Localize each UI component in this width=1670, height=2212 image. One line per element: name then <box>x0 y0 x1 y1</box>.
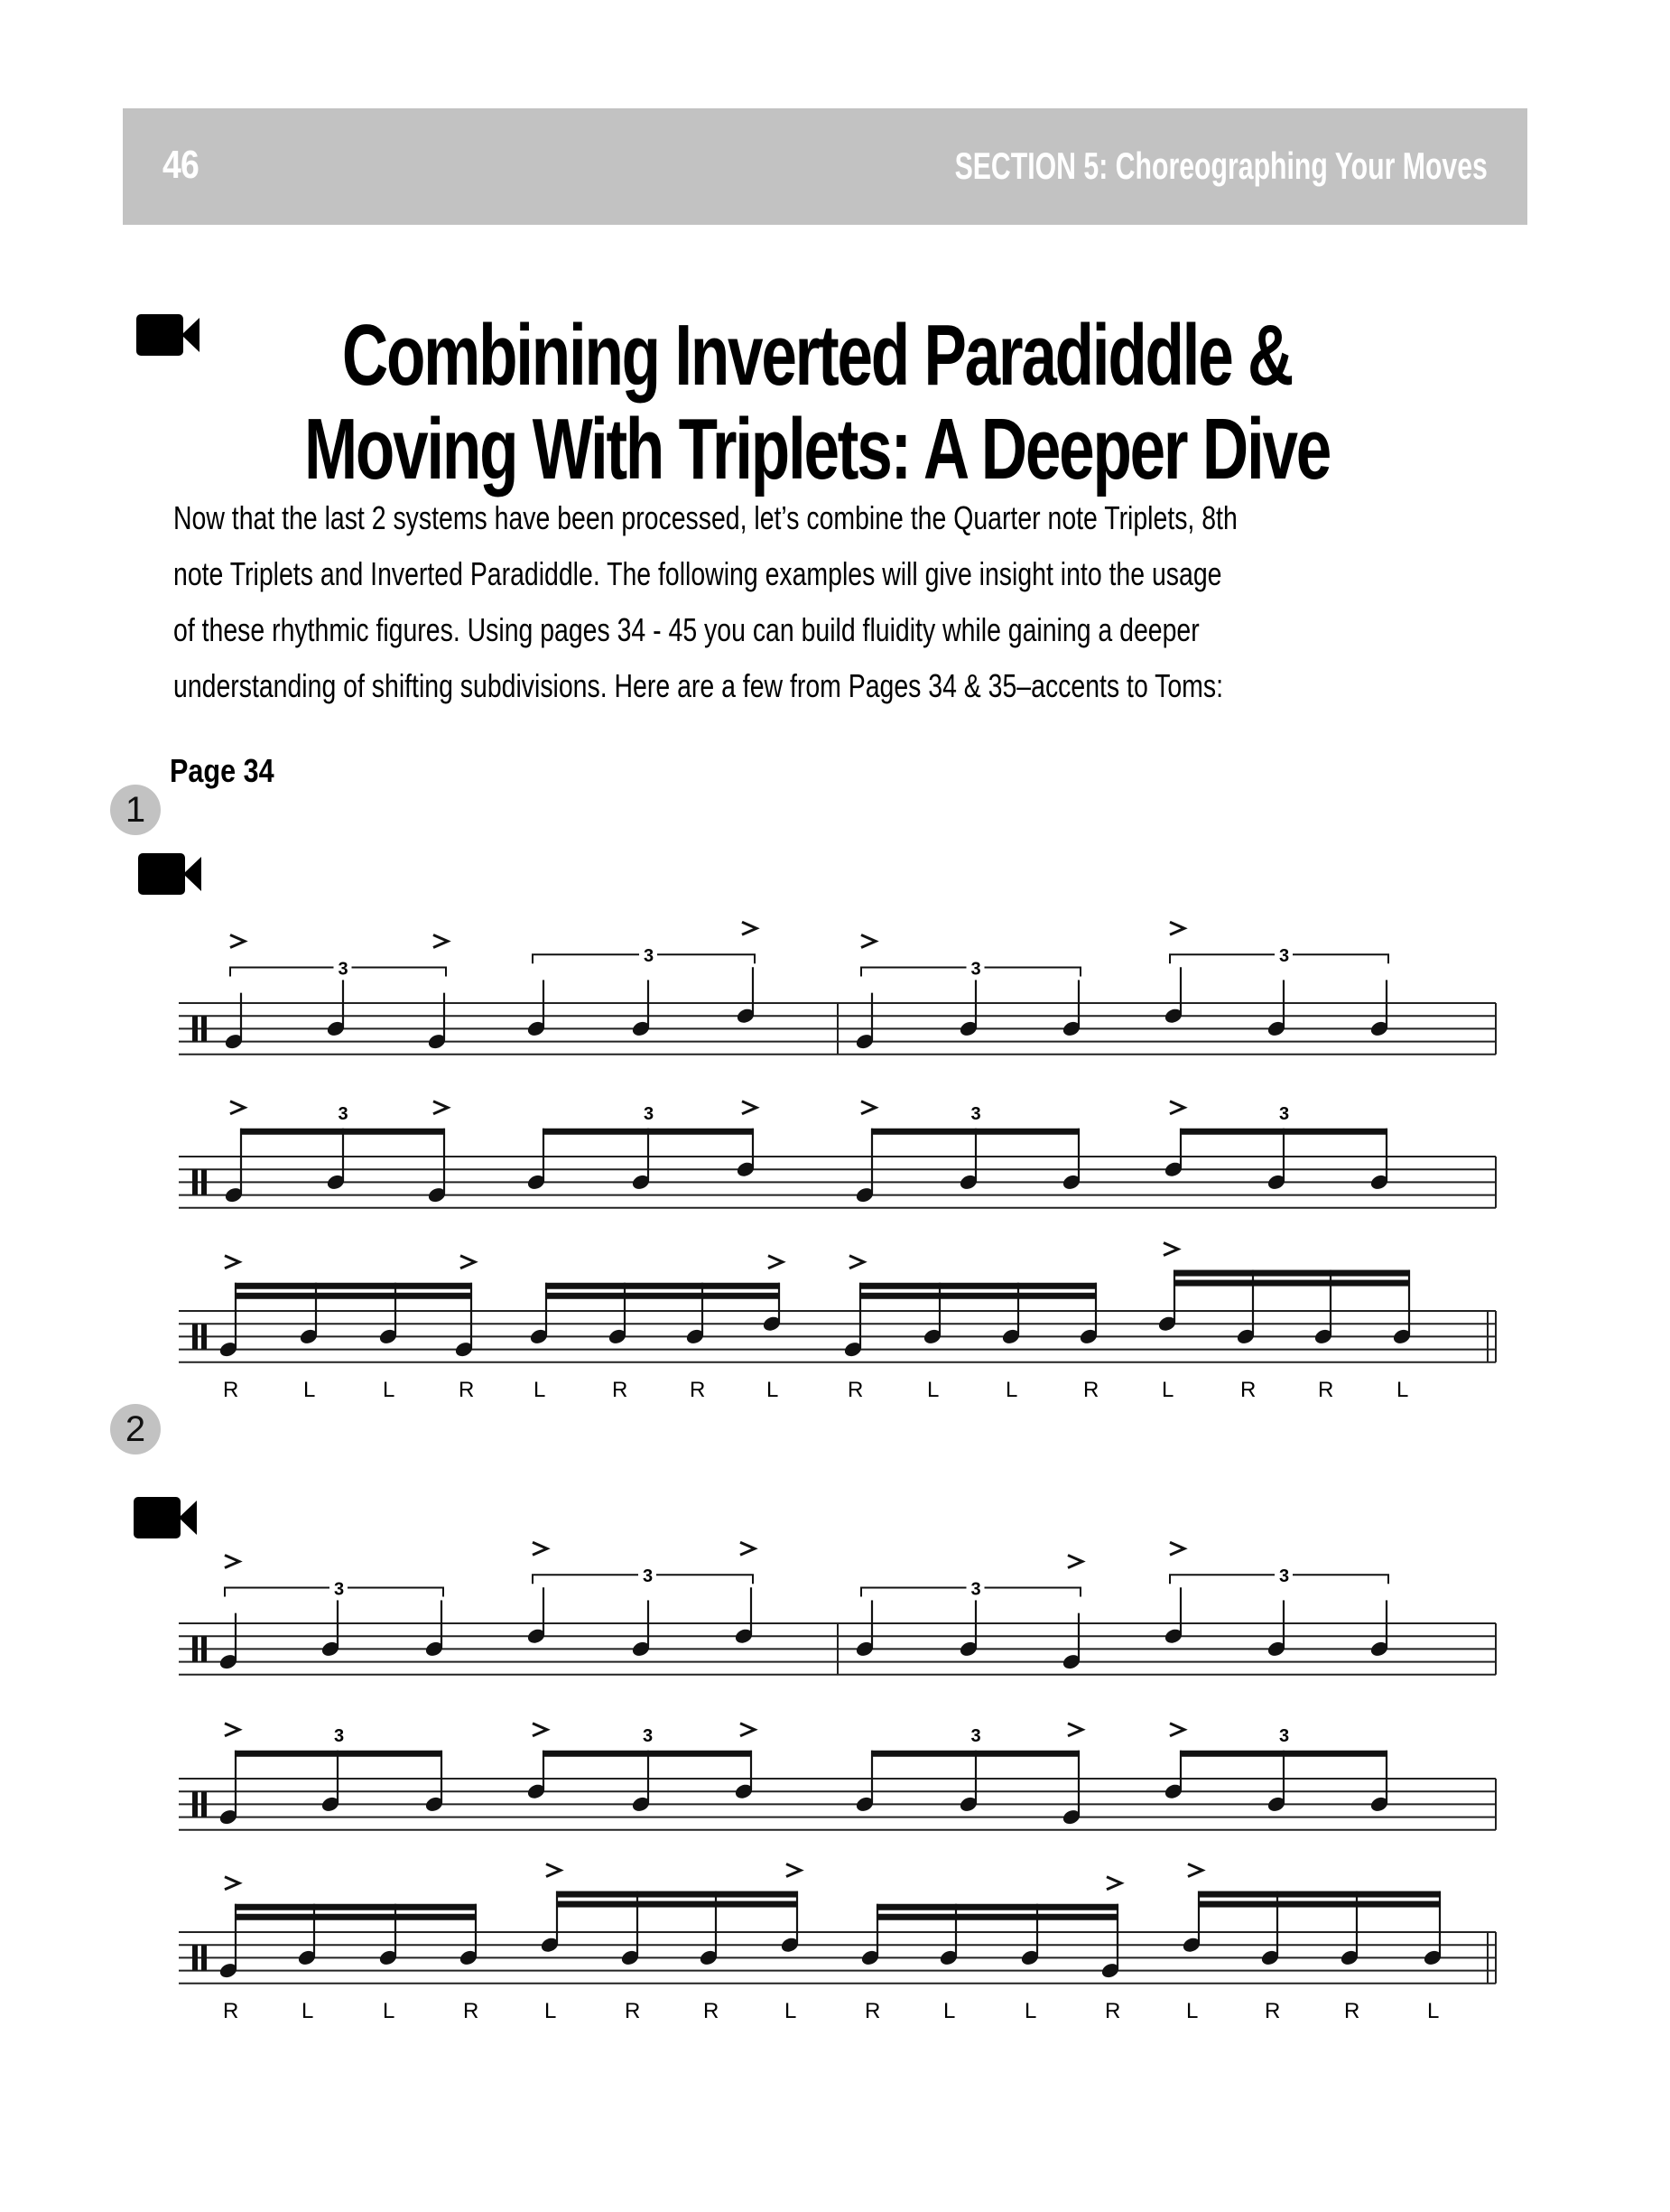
sticking-letter: R <box>223 1998 239 2023</box>
sticking-letter: L <box>766 1377 779 1402</box>
sticking-letter: R <box>1265 1998 1281 2023</box>
sticking-letter: R <box>865 1998 881 2023</box>
sticking-letter: R <box>1240 1377 1257 1402</box>
sticking-letter: R <box>223 1377 239 1402</box>
sticking-letter: L <box>302 1998 314 2023</box>
sticking-letter: L <box>1427 1998 1440 2023</box>
svg-text:3: 3 <box>334 1579 345 1600</box>
staff-sixteenths <box>179 1243 1496 1402</box>
staff-sixteenths <box>179 1864 1496 2023</box>
sticking-letter: R <box>1318 1377 1334 1402</box>
sticking-letter: L <box>383 1377 395 1402</box>
svg-text:3: 3 <box>1279 1103 1290 1124</box>
svg-text:3: 3 <box>970 1725 981 1746</box>
title-line-2: Moving With Triplets: A Deeper Dive <box>303 401 1331 498</box>
sticking-letter: R <box>848 1377 864 1402</box>
sticking-letter: R <box>703 1998 719 2023</box>
example-number-badge: 1 <box>110 785 161 835</box>
sticking-letter: R <box>1344 1998 1360 2023</box>
sticking-letter: L <box>1396 1377 1409 1402</box>
sticking-letter: L <box>533 1377 546 1402</box>
svg-text:3: 3 <box>338 959 348 980</box>
svg-text:3: 3 <box>970 1579 981 1600</box>
staff-eighth-triplets <box>179 1724 1496 1830</box>
sticking-letter: L <box>1162 1377 1174 1402</box>
paragraph-line: of these rhythmic figures. Using pages 34 - 45 you can build fluidity while gaining a deeper <box>173 611 1200 648</box>
staff-quarter-triplets <box>179 922 1496 1055</box>
page-number: 46 <box>162 143 199 187</box>
sticking-letter: L <box>943 1998 956 2023</box>
sticking-letter: R <box>1105 1998 1121 2023</box>
sticking-letter: L <box>544 1998 557 2023</box>
sticking-letter: L <box>1186 1998 1199 2023</box>
staff-quarter-triplets <box>179 1542 1496 1675</box>
paragraph-line: note Triplets and Inverted Paradiddle. The following examples will give insight into the usage <box>173 555 1222 592</box>
sticking-letter: R <box>612 1377 628 1402</box>
svg-text:3: 3 <box>643 1725 654 1746</box>
svg-text:3: 3 <box>644 1103 654 1124</box>
staff-eighth-triplets <box>179 1101 1496 1208</box>
svg-text:3: 3 <box>970 1103 981 1124</box>
svg-text:3: 3 <box>970 959 981 980</box>
paragraph-line: understanding of shifting subdivisions. Here are a few from Pages 34 & 35–accents to Toms: <box>173 667 1224 704</box>
sticking-letter: L <box>383 1998 395 2023</box>
title-line-1: Combining Inverted Paradiddle & <box>341 307 1293 404</box>
example-number-badge: 2 <box>110 1404 161 1455</box>
svg-text:3: 3 <box>1279 946 1290 967</box>
sticking-letter: R <box>690 1377 706 1402</box>
sticking-letter: L <box>784 1998 797 2023</box>
sticking-letter: R <box>463 1998 479 2023</box>
svg-text:3: 3 <box>644 946 654 967</box>
svg-text:3: 3 <box>338 1103 348 1124</box>
svg-text:3: 3 <box>1279 1725 1290 1746</box>
sticking-letter: R <box>625 1998 641 2023</box>
section-title: SECTION 5: Choreographing Your Moves <box>954 144 1488 187</box>
page-reference-label: Page 34 <box>170 752 274 789</box>
svg-text:3: 3 <box>334 1725 345 1746</box>
sticking-letter: R <box>459 1377 475 1402</box>
svg-text:3: 3 <box>1279 1566 1290 1587</box>
paragraph-line: Now that the last 2 systems have been processed, let’s combine the Quarter note Triplets, 8th <box>173 499 1238 536</box>
sticking-letter: L <box>927 1377 940 1402</box>
sticking-letter: L <box>303 1377 316 1402</box>
sticking-letter: R <box>1083 1377 1099 1402</box>
sticking-letter: L <box>1006 1377 1018 1402</box>
svg-text:3: 3 <box>643 1566 654 1587</box>
sticking-letter: L <box>1025 1998 1037 2023</box>
